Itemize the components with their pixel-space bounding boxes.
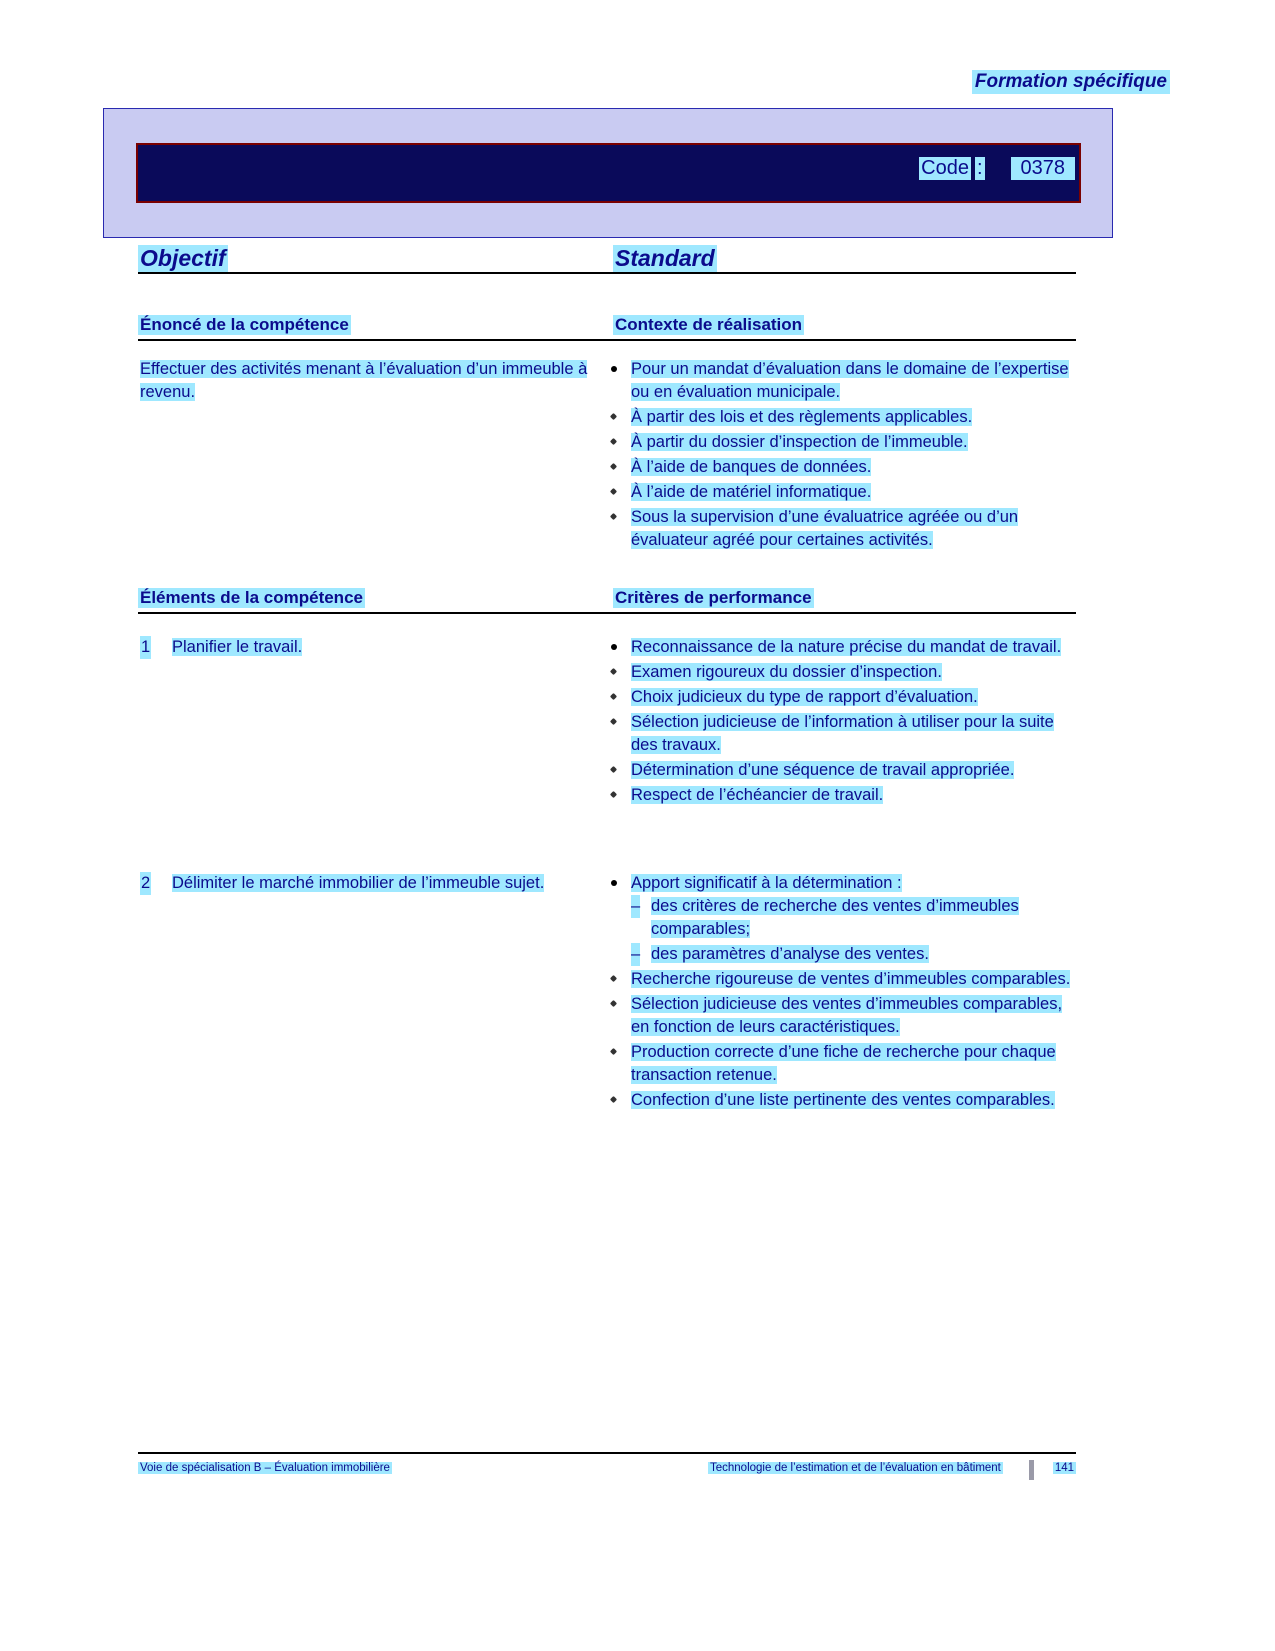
sub-list-item: – des paramètres d’analyse des ventes. bbox=[631, 943, 1075, 966]
list-item bbox=[605, 784, 1075, 807]
criterion-text: Production correcte d’une fiche de recherche pour chaque transaction retenue. bbox=[631, 1043, 1056, 1084]
footer-center-text: Technologie de l’estimation et de l’évaluation en bâtiment bbox=[710, 1462, 1001, 1474]
criterion-text: Confection d’une liste pertinente des ventes comparables. bbox=[631, 1091, 1055, 1109]
element-1-label: Planifier le travail. bbox=[172, 638, 303, 656]
criterion-text: Apport significatif à la détermination : bbox=[631, 874, 902, 892]
enonce-competence-text: Effectuer des activités menant à l’évaluation d’un immeuble à revenu. bbox=[140, 360, 588, 401]
sub-criterion-text: des critères de recherche des ventes d’immeubles comparables; bbox=[651, 897, 1019, 938]
criterion-text: Détermination d’une séquence de travail appropriée. bbox=[631, 761, 1015, 779]
code-label: Code bbox=[921, 157, 969, 179]
list-item bbox=[605, 661, 1075, 684]
list-item bbox=[605, 993, 1075, 1039]
criterion-sub-list bbox=[631, 895, 1075, 966]
criterion-text: Examen rigoureux du dossier d’inspection. bbox=[631, 663, 942, 681]
section-rule bbox=[138, 339, 1076, 341]
formation-specifique-label: Formation spécifique bbox=[972, 70, 1170, 94]
element-1-number: 1 bbox=[140, 636, 151, 659]
element-2-number: 2 bbox=[140, 872, 151, 895]
contexte-item-text: À l’aide de banques de données. bbox=[631, 458, 872, 476]
contexte-item-text: À partir des lois et des règlements applicables. bbox=[631, 408, 973, 426]
objectif-title: Objectif bbox=[140, 245, 226, 271]
footer-rule bbox=[138, 1452, 1076, 1454]
objectif-standard-rule bbox=[138, 272, 1076, 274]
footer-left-text: Voie de spécialisation B – Évaluation immobilière bbox=[140, 1462, 390, 1474]
contexte-realisation-list bbox=[605, 358, 1075, 554]
contexte-item-text: Pour un mandat d’évaluation dans le domaine de l’expertise ou en évaluation municipale. bbox=[631, 360, 1069, 401]
sub-criterion-text: des paramètres d’analyse des ventes. bbox=[651, 945, 929, 963]
element-2-label: Délimiter le marché immobilier de l’immeuble sujet. bbox=[172, 874, 545, 892]
standard-title: Standard bbox=[615, 245, 715, 271]
list-item bbox=[605, 431, 1075, 454]
criterion-text: Recherche rigoureuse de ventes d’immeubles comparables. bbox=[631, 970, 1071, 988]
element-1 bbox=[140, 636, 595, 659]
element-2 bbox=[140, 872, 595, 895]
list-item bbox=[605, 1089, 1075, 1112]
list-item bbox=[605, 711, 1075, 757]
contexte-item-text: Sous la supervision d’une évaluatrice agréée ou d’un évaluateur agréé pour certaines activités. bbox=[631, 508, 1019, 549]
criterion-text: Reconnaissance de la nature précise du mandat de travail. bbox=[631, 638, 1062, 656]
list-item bbox=[605, 759, 1075, 782]
list-item bbox=[605, 406, 1075, 429]
list-item bbox=[605, 968, 1075, 991]
list-item bbox=[605, 636, 1075, 659]
code-banner bbox=[103, 108, 1113, 238]
section-rule bbox=[138, 612, 1076, 614]
list-item bbox=[605, 358, 1075, 404]
element-2-label-block bbox=[140, 872, 595, 895]
list-item bbox=[605, 686, 1075, 709]
element-1-label-block bbox=[140, 636, 595, 659]
criterion-text: Respect de l’échéancier de travail. bbox=[631, 786, 884, 804]
contexte-item-text: À partir du dossier d’inspection de l’immeuble. bbox=[631, 433, 968, 451]
enonce-competence-text-block bbox=[140, 358, 595, 404]
elements-competence-heading: Éléments de la compétence bbox=[140, 588, 363, 607]
list-item bbox=[605, 456, 1075, 479]
list-item bbox=[605, 481, 1075, 504]
sub-list-item: – des critères de recherche des ventes d’immeubles comparables; bbox=[631, 897, 1019, 938]
code-colon: : bbox=[976, 157, 983, 179]
page-footer bbox=[138, 1462, 1076, 1484]
element-2-criteria-list bbox=[605, 872, 1075, 1114]
code-banner-inner bbox=[136, 143, 1081, 203]
code-group bbox=[919, 157, 1075, 180]
footer-page-number: 141 bbox=[1054, 1462, 1074, 1474]
footer-separator bbox=[1029, 1460, 1034, 1480]
code-value: 0378 bbox=[1011, 157, 1076, 180]
criterion-text: Choix judicieux du type de rapport d’évaluation. bbox=[631, 688, 978, 706]
criterion-text: Sélection judicieuse de l’information à utiliser pour la suite des travaux. bbox=[631, 713, 1054, 754]
criterion-text: Sélection judicieuse des ventes d’immeubles comparables, en fonction de leurs caractéristiques. bbox=[631, 995, 1063, 1036]
contexte-realisation-heading: Contexte de réalisation bbox=[615, 315, 803, 334]
criteres-performance-heading: Critères de performance bbox=[615, 588, 812, 607]
element-1-criteria-list bbox=[605, 636, 1075, 809]
list-item bbox=[605, 506, 1075, 552]
enonce-competence-heading: Énoncé de la compétence bbox=[140, 315, 349, 334]
list-item bbox=[605, 872, 1075, 966]
contexte-item-text: À l’aide de matériel informatique. bbox=[631, 483, 872, 501]
list-item bbox=[605, 1041, 1075, 1087]
